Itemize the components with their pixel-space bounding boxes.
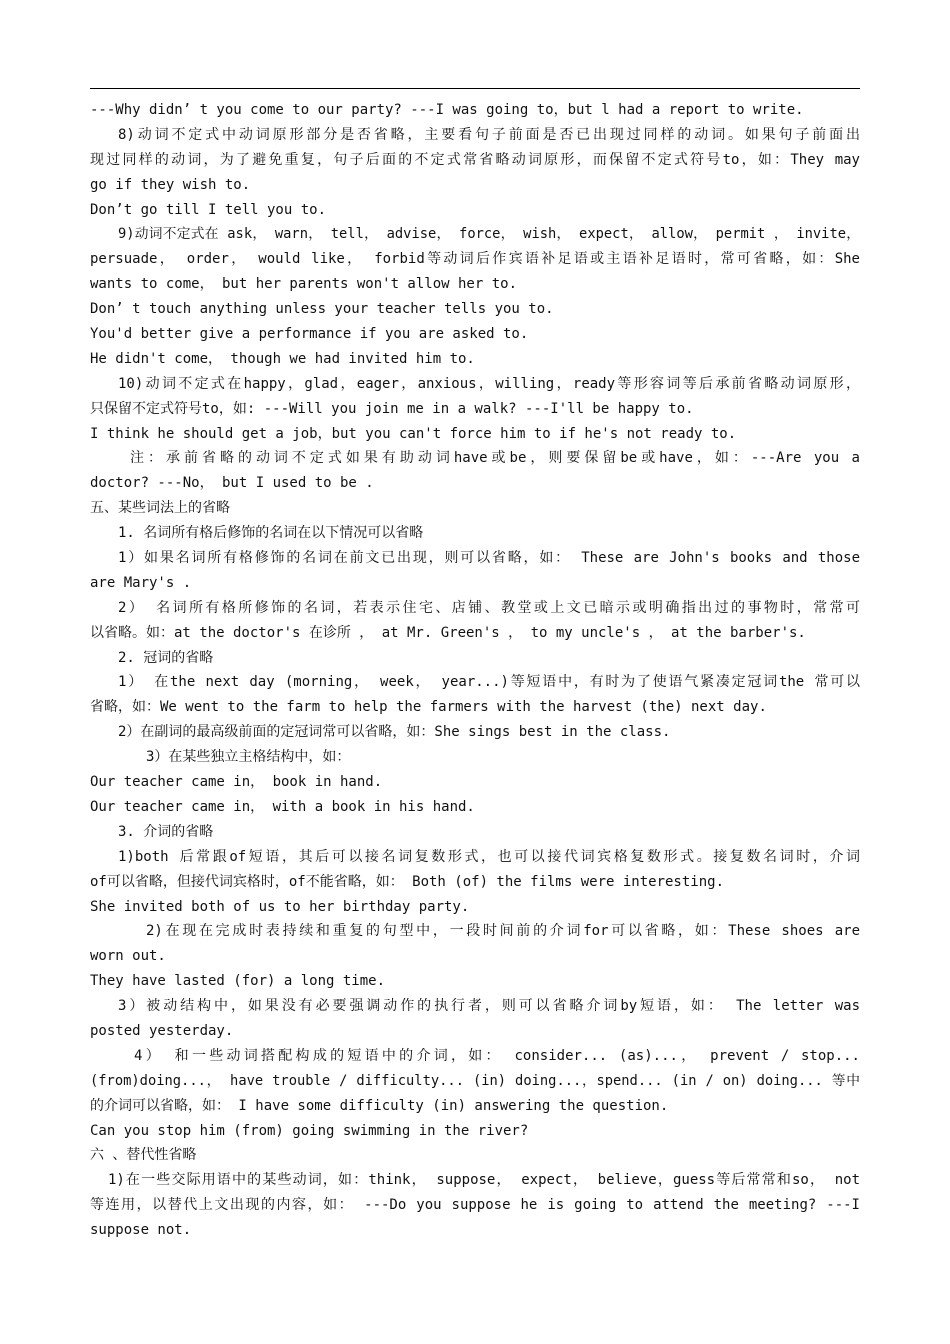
section-6-heading: 六 、替代性省略 — [90, 1147, 197, 1164]
example-sentence: wants to come， but her parents won't allow her to. — [90, 276, 518, 293]
text-line: 以省略。如：at the doctor's 在诊所 ， at Mr. Green's ， to my uncle's ， at the barber's. — [90, 624, 806, 641]
text-line: of可以省略，但接代词宾格时，of不能省略，如： Both (of) the films were interesting. — [90, 873, 725, 890]
text-line: 2)在现在完成时表持续和重复的句型中，一段时间前的介词for可以省略，如：These shoes are — [146, 923, 860, 940]
subsection-heading: 1. 名词所有格后修饰的名词在以下情况可以省略 — [118, 525, 424, 542]
text-line: 1）如果名词所有格修饰的名词在前文已出现，则可以省略，如： These are John's books and those — [118, 550, 860, 567]
text-line: suppose not. — [90, 1222, 192, 1239]
subsection-heading: 3. 介词的省略 — [118, 823, 214, 840]
example-sentence: Don’t go till I tell you to. — [90, 201, 327, 218]
subsection-heading: 2. 冠词的省略 — [118, 649, 214, 666]
header-rule — [90, 88, 860, 89]
example-sentence: I think he should get a job，but you can't force him to if he's not ready to. — [90, 425, 737, 442]
text-line: worn out. — [90, 948, 166, 965]
item-10-heading: 10)动词不定式在happy，glad，eager，anxious，willing，ready等形容词等后承前省略动词原形， — [118, 375, 860, 392]
text-line: (from)doing...， have trouble / difficulty... (in) doing...，spend... (in / on) doing... 等中 — [90, 1072, 860, 1089]
text-line: persuade， order， would like， forbid等动词后作宾语补足语或主语补足语时，常可省略，如：She — [90, 251, 860, 268]
text-line: 省略，如：We went to the farm to help the farmers with the harvest (the) next day. — [90, 699, 767, 716]
example-sentence: go if they wish to. — [90, 176, 251, 193]
example-sentence: She invited both of us to her birthday party. — [90, 898, 470, 915]
text-line: 现过同样的动词，为了避免重复，句子后面的不定式常省略动词原形，而保留不定式符号to，如：They may — [90, 151, 860, 168]
example-sentence: Can you stop him (from) going swimming in the river? — [90, 1122, 529, 1139]
text-line: 3）被动结构中，如果没有必要强调动作的执行者，则可以省略介词by短语，如： The letter was — [118, 998, 860, 1015]
note-line: 注：承前省略的动词不定式如果有助动词have或be，则要保留be或have，如：---Are you a — [130, 450, 860, 467]
example-sentence: Don’ t touch anything unless your teacher tells you to. — [90, 301, 554, 318]
text-line: ---Why didn’ t you come to our party? ---I was going to，but l had a report to write. — [90, 102, 804, 118]
text-line: posted yesterday. — [90, 1022, 234, 1039]
example-sentence: You'd better give a performance if you are asked to. — [90, 326, 529, 343]
example-sentence: They have lasted (for) a long time. — [90, 973, 386, 990]
example-sentence: Our teacher came in， book in hand. — [90, 774, 383, 791]
text-line: 1） 在the next day (morning， week， year...)等短语中，有时为了使语气紧凑定冠词the 常可以 — [118, 674, 860, 691]
text-line: 2） 名词所有格所修饰的名词，若表示住宅、店铺、教堂或上文已暗示或明确指出过的事物时，常常可 — [118, 599, 860, 616]
text-line: 等连用，以替代上文出现的内容，如： ---Do you suppose he is going to attend the meeting? ---I — [90, 1197, 860, 1214]
text-line: 1)both 后常跟of短语，其后可以接名词复数形式，也可以接代词宾格复数形式。接复数名词时，介词 — [118, 848, 860, 865]
text-line: are Mary's . — [90, 574, 192, 591]
text-line: 4） 和一些动词搭配构成的短语中的介词，如： consider... (as)...， prevent / stop... — [134, 1047, 860, 1064]
text-line: 1)在一些交际用语中的某些动词，如：think， suppose， expect， believe，guess等后常常和so， not — [108, 1172, 860, 1189]
text-line: doctor? ---No， but I used to be . — [90, 475, 374, 492]
example-sentence: Our teacher came in， with a book in his hand. — [90, 798, 475, 815]
example-sentence: He didn't come， though we had invited him to. — [90, 350, 475, 367]
text-line: 2）在副词的最高级前面的定冠词常可以省略，如：She sings best in the class. — [118, 724, 671, 741]
text-line: 3）在某些独立主格结构中，如： — [146, 749, 351, 766]
item-9-heading: 9)动词不定式在 ask， warn， tell， advise， force， wish， expect， allow， permit ， invite， — [118, 226, 860, 243]
document-body — [90, 98, 860, 1243]
text-line: 只保留不定式符号to，如: ---Will you join me in a walk? ---I'll be happy to. — [90, 400, 694, 417]
item-8-heading: 8)动词不定式中动词原形部分是否省略，主要看句子前面是否已出现过同样的动词。如果句子前面出 — [118, 126, 860, 143]
section-5-heading: 五、某些词法上的省略 — [90, 500, 230, 517]
text-line: 的介词可以省略，如： I have some difficulty (in) answering the question. — [90, 1097, 669, 1114]
